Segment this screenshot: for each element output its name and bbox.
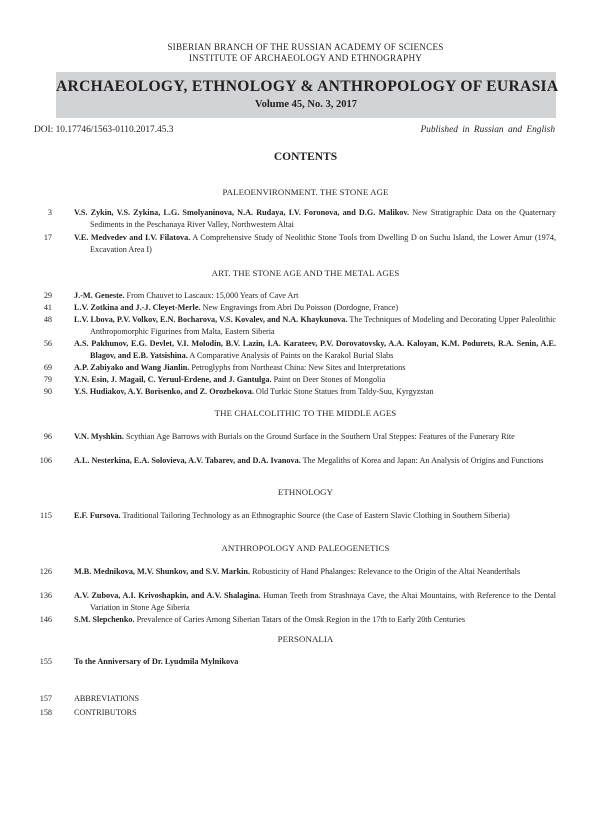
entry-title: Paint on Deer Stones of Mongolia [273, 375, 386, 384]
section-heading: PALEOENVIRONMENT. THE STONE AGE [222, 187, 389, 197]
page-number: 146 [39, 615, 52, 624]
section-heading: THE CHALCOLITHIC TO THE MIDDLE AGES [214, 408, 397, 418]
page-number: 41 [43, 303, 52, 312]
page-number: 106 [39, 456, 52, 465]
entry-authors: A.V. Zubova, A.I. Krivoshapkin, and A.V. Shalagina. [74, 591, 261, 600]
entry-title: Old Turkic Stone Statues from Taldy-Suu, Kyrgyzstan [255, 387, 434, 396]
section-heading: ETHNOLOGY [277, 487, 334, 497]
entry-title: Prevalence of Caries Among Siberian Tatars of the Omsk Region in the 17th to Early 20th Centuries [136, 615, 466, 624]
page-number: 69 [43, 363, 52, 372]
page-number: 79 [43, 375, 52, 384]
journal-banner [56, 72, 559, 118]
entry-title: The Techniques of Modeling and Decorating Upper Paleolithic Anthropomorphic Figurines from Malta, Eastern Siberia [90, 315, 557, 337]
doi[interactable]: DOI: 10.17746/1563-0110.2017.45.3 [34, 125, 174, 135]
entry-title: The Megaliths of Korea and Japan: An Analysis of Origins and Functions [302, 456, 544, 465]
page-number: 3 [47, 208, 52, 217]
org-line-1: SIBERIAN BRANCH OF THE RUSSIAN ACADEMY OF SCIENCES [167, 42, 444, 52]
page-number: 136 [39, 591, 52, 600]
org-line-2: INSTITUTE OF ARCHAEOLOGY AND ETHNOGRAPHY [188, 53, 423, 63]
entry-authors: E.F. Fursova. [74, 511, 121, 520]
page-number: 96 [43, 432, 52, 441]
page-number: 48 [43, 315, 52, 324]
page-number: 29 [43, 291, 52, 300]
entry-authors: To the Anniversary of Dr. Lyudmila Mylnikova [74, 657, 239, 666]
entry-title: Robusticity of Hand Phalanges: Relevance to the Origin of the Altai Neanderthals [252, 567, 521, 576]
entry-title: New Stratigraphic Data on the Quaternary Sediments in the Peschanaya River Valley, Northwestern Altai [90, 208, 557, 230]
entry-authors: L.V. Zotkina and J.-J. Cleyet-Merle. [74, 303, 201, 312]
page-number: 17 [43, 233, 52, 242]
entry-authors: A.L. Nesterkina, E.A. Solovieva, A.V. Tabarev, and D.A. Ivanova. [74, 456, 301, 465]
entry-title: A Comprehensive Study of Neolithic Stone Tools from Dwelling D on Suchu Island, the Lower Amur (1974, Excavation Area I) [90, 233, 556, 255]
entry-label: ABBREVIATIONS [74, 694, 140, 703]
page-number: 157 [39, 694, 52, 703]
page-number: 115 [40, 511, 52, 520]
page-number: 90 [43, 387, 52, 396]
entry-authors: S.M. Slepchenko. [74, 615, 135, 624]
entry-authors: A.S. Pakhunov, E.G. Devlet, V.I. Molodin, B.V. Lazin, I.A. Karateev, P.V. Dorovatovsky, A.A. Kaloyan, K.M. Podurets, R.A. Senin, A.E. Blagov, and E.B. Yatsishina. [74, 339, 556, 361]
page-number: 155 [39, 657, 52, 666]
section-heading: ANTHROPOLOGY AND PALEOGENETICS [221, 543, 390, 553]
volume-issue: Volume 45, No. 3, 2017 [255, 99, 357, 110]
entry-authors: A.P. Zabiyako and Wang Jianlin. [74, 363, 190, 372]
entry-title: Petroglyphs from Northeast China: New Sites and Interpretations [191, 363, 406, 372]
section-heading: PERSONALIA [277, 634, 334, 644]
page-number: 158 [39, 708, 52, 717]
entry-title: New Engravings from Abri Du Poisson (Dordogne, France) [202, 303, 399, 312]
entry-authors: M.B. Mednikova, M.V. Shunkov, and S.V. Markin. [74, 567, 251, 576]
entry-title: Traditional Tailoring Technology as an Ethnographic Source (the Case of Eastern Slavic Clothing in Southern Siberia) [122, 511, 510, 520]
journal-title: ARCHAEOLOGY, ETHNOLOGY & ANTHROPOLOGY OF EURASIA [56, 78, 559, 95]
entry-title: Human Teeth from Strashnaya Cave, the Altai Mountains, with Reference to the Dental Variation in Stone Age Siberia [90, 591, 556, 613]
page-number: 56 [43, 339, 52, 348]
entry-title: A Comparative Analysis of Paints on the Karakol Burial Slabs [189, 351, 394, 361]
entry-authors: J.-M. Geneste. [74, 291, 125, 300]
entry-title: From Chauvet to Lascaux: 15,000 Years of Cave Art [126, 291, 299, 300]
entry-authors: V.N. Myshkin. [74, 432, 124, 441]
entry-title: Scythian Age Barrows with Burials on the Ground Surface in the Southern Ural Steppes: Features of the Funerary Rite [125, 432, 515, 441]
entry-label: CONTRIBUTORS [74, 708, 137, 717]
entry-authors: V.S. Zykin, V.S. Zykina, L.G. Smolyaninova, N.A. Rudaya, I.V. Foronova, and D.G. Malikov. [74, 208, 410, 217]
entry-authors: L.V. Lbova, P.V. Volkov, E.N. Bocharova, V.S. Kovalev, and N.A. Khaykunova. [74, 315, 348, 324]
section-heading: ART. THE STONE AGE AND THE METAL AGES [211, 268, 400, 278]
toc-entry[interactable] [30, 207, 556, 231]
contents-title: CONTENTS [273, 151, 338, 163]
published-note: Published in Russian and English [420, 125, 555, 135]
page-number: 126 [39, 567, 52, 576]
entry-authors: Y.S. Hudiakov, A.Y. Borisenko, and Z. Orozbekova. [74, 387, 254, 396]
entry-authors: Y.N. Esin, J. Magail, C. Yeruul-Erdene, and J. Gantulga. [74, 375, 272, 384]
toc-entry[interactable] [30, 232, 556, 256]
entry-authors: V.E. Medvedev and I.V. Filatova. [74, 233, 191, 242]
